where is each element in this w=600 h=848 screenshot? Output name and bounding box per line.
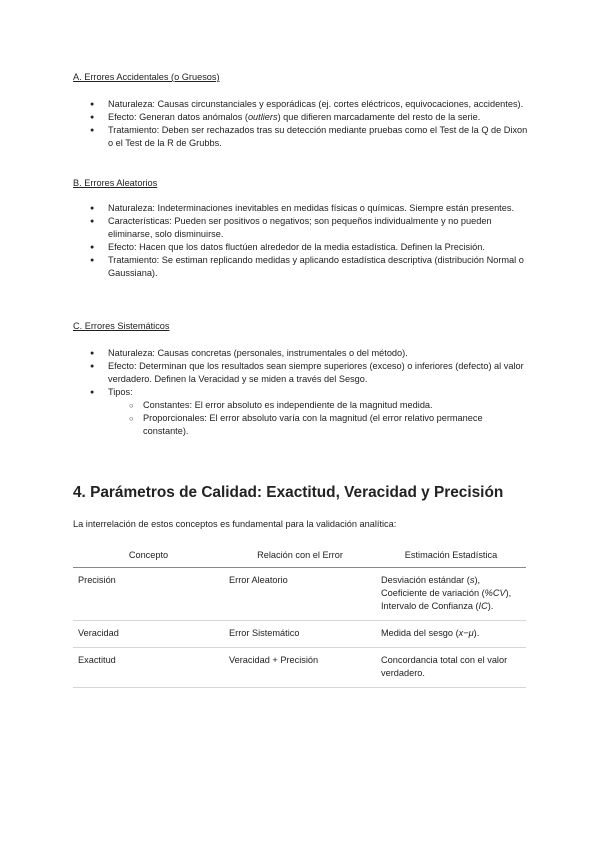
table-row [73, 648, 526, 688]
column-header-relation: Relación con el Error [224, 542, 376, 568]
section-b-heading: B. Errores Aleatorios [73, 178, 158, 188]
list-item: ● Efecto: Hacen que los datos fluctúen alrededor de la media estadística. Definen la Precisión. [73, 241, 528, 254]
table-row [73, 568, 526, 621]
sublist-item: ○ Constantes: El error absoluto es independiente de la magnitud medida. [108, 399, 528, 412]
sublist-item: ○ Proporcionales: El error absoluto varía con la magnitud (el error relativo permanece constante). [108, 412, 528, 438]
list-item: ● Efecto: Generan datos anómalos (outliers) que difieren marcadamente del resto de la serie. [73, 111, 528, 124]
cell-concept: Precisión [73, 568, 224, 621]
section-a-heading: A. Errores Accidentales (o Gruesos) [73, 72, 220, 82]
outliers-term: outliers [247, 112, 278, 122]
column-header-estimation: Estimación Estadística [376, 542, 526, 568]
cell-concept: Exactitud [73, 648, 224, 688]
section-b-list [73, 202, 528, 280]
section-a-list [73, 98, 528, 150]
section-c-heading: C. Errores Sistemáticos [73, 321, 170, 331]
table-row [73, 621, 526, 648]
list-item: ● Naturaleza: Causas circunstanciales y esporádicas (ej. cortes eléctricos, equivocaciones, accidentes). [73, 98, 528, 111]
section-4-title: 4. Parámetros de Calidad: Exactitud, Veracidad y Precisión [73, 484, 504, 501]
cell-estimation: Desviación estándar (s), Coeficiente de variación (%CV), Intervalo de Confianza (IC). [376, 568, 526, 621]
cell-estimation: Medida del sesgo (x−μ). [376, 621, 526, 648]
section-4-intro: La interrelación de estos conceptos es fundamental para la validación analítica: [73, 519, 397, 529]
cell-relation: Veracidad + Precisión [224, 648, 376, 688]
list-item: ● Tratamiento: Se estiman replicando medidas y aplicando estadística descriptiva (distribución Normal o Gaussiana). [73, 254, 528, 280]
quality-parameters-table [73, 542, 526, 688]
list-item: ● Tipos: ○ Constantes: El error absoluto es independiente de la magnitud medida. ○ Proporcionales: El error absoluto varía con la magnitud (el error relativo permanece constante). [73, 386, 528, 438]
cell-concept: Veracidad [73, 621, 224, 648]
cell-relation: Error Sistemático [224, 621, 376, 648]
list-item: ● Naturaleza: Causas concretas (personales, instrumentales o del método). [73, 347, 528, 360]
list-item: ● Tratamiento: Deben ser rechazados tras su detección mediante pruebas como el Test de la Q de Dixon o el Test de la R de Grubbs. [73, 124, 528, 150]
column-header-concept: Concepto [73, 542, 224, 568]
list-item: ● Características: Pueden ser positivos o negativos; son pequeños individualmente y no pueden eliminarse, solo disminuirse. [73, 215, 528, 241]
list-item: ● Naturaleza: Indeterminaciones inevitables en medidas físicas o químicas. Siempre están presentes. [73, 202, 528, 215]
types-sublist [108, 399, 528, 438]
list-item: ● Efecto: Determinan que los resultados sean siempre superiores (exceso) o inferiores (defecto) al valor verdadero. Definen la Veracidad y se miden a través del Sesgo. [73, 360, 528, 386]
table-header-row [73, 542, 526, 568]
cell-relation: Error Aleatorio [224, 568, 376, 621]
section-c-list [73, 347, 528, 438]
cell-estimation: Concordancia total con el valor verdadero. [376, 648, 526, 688]
